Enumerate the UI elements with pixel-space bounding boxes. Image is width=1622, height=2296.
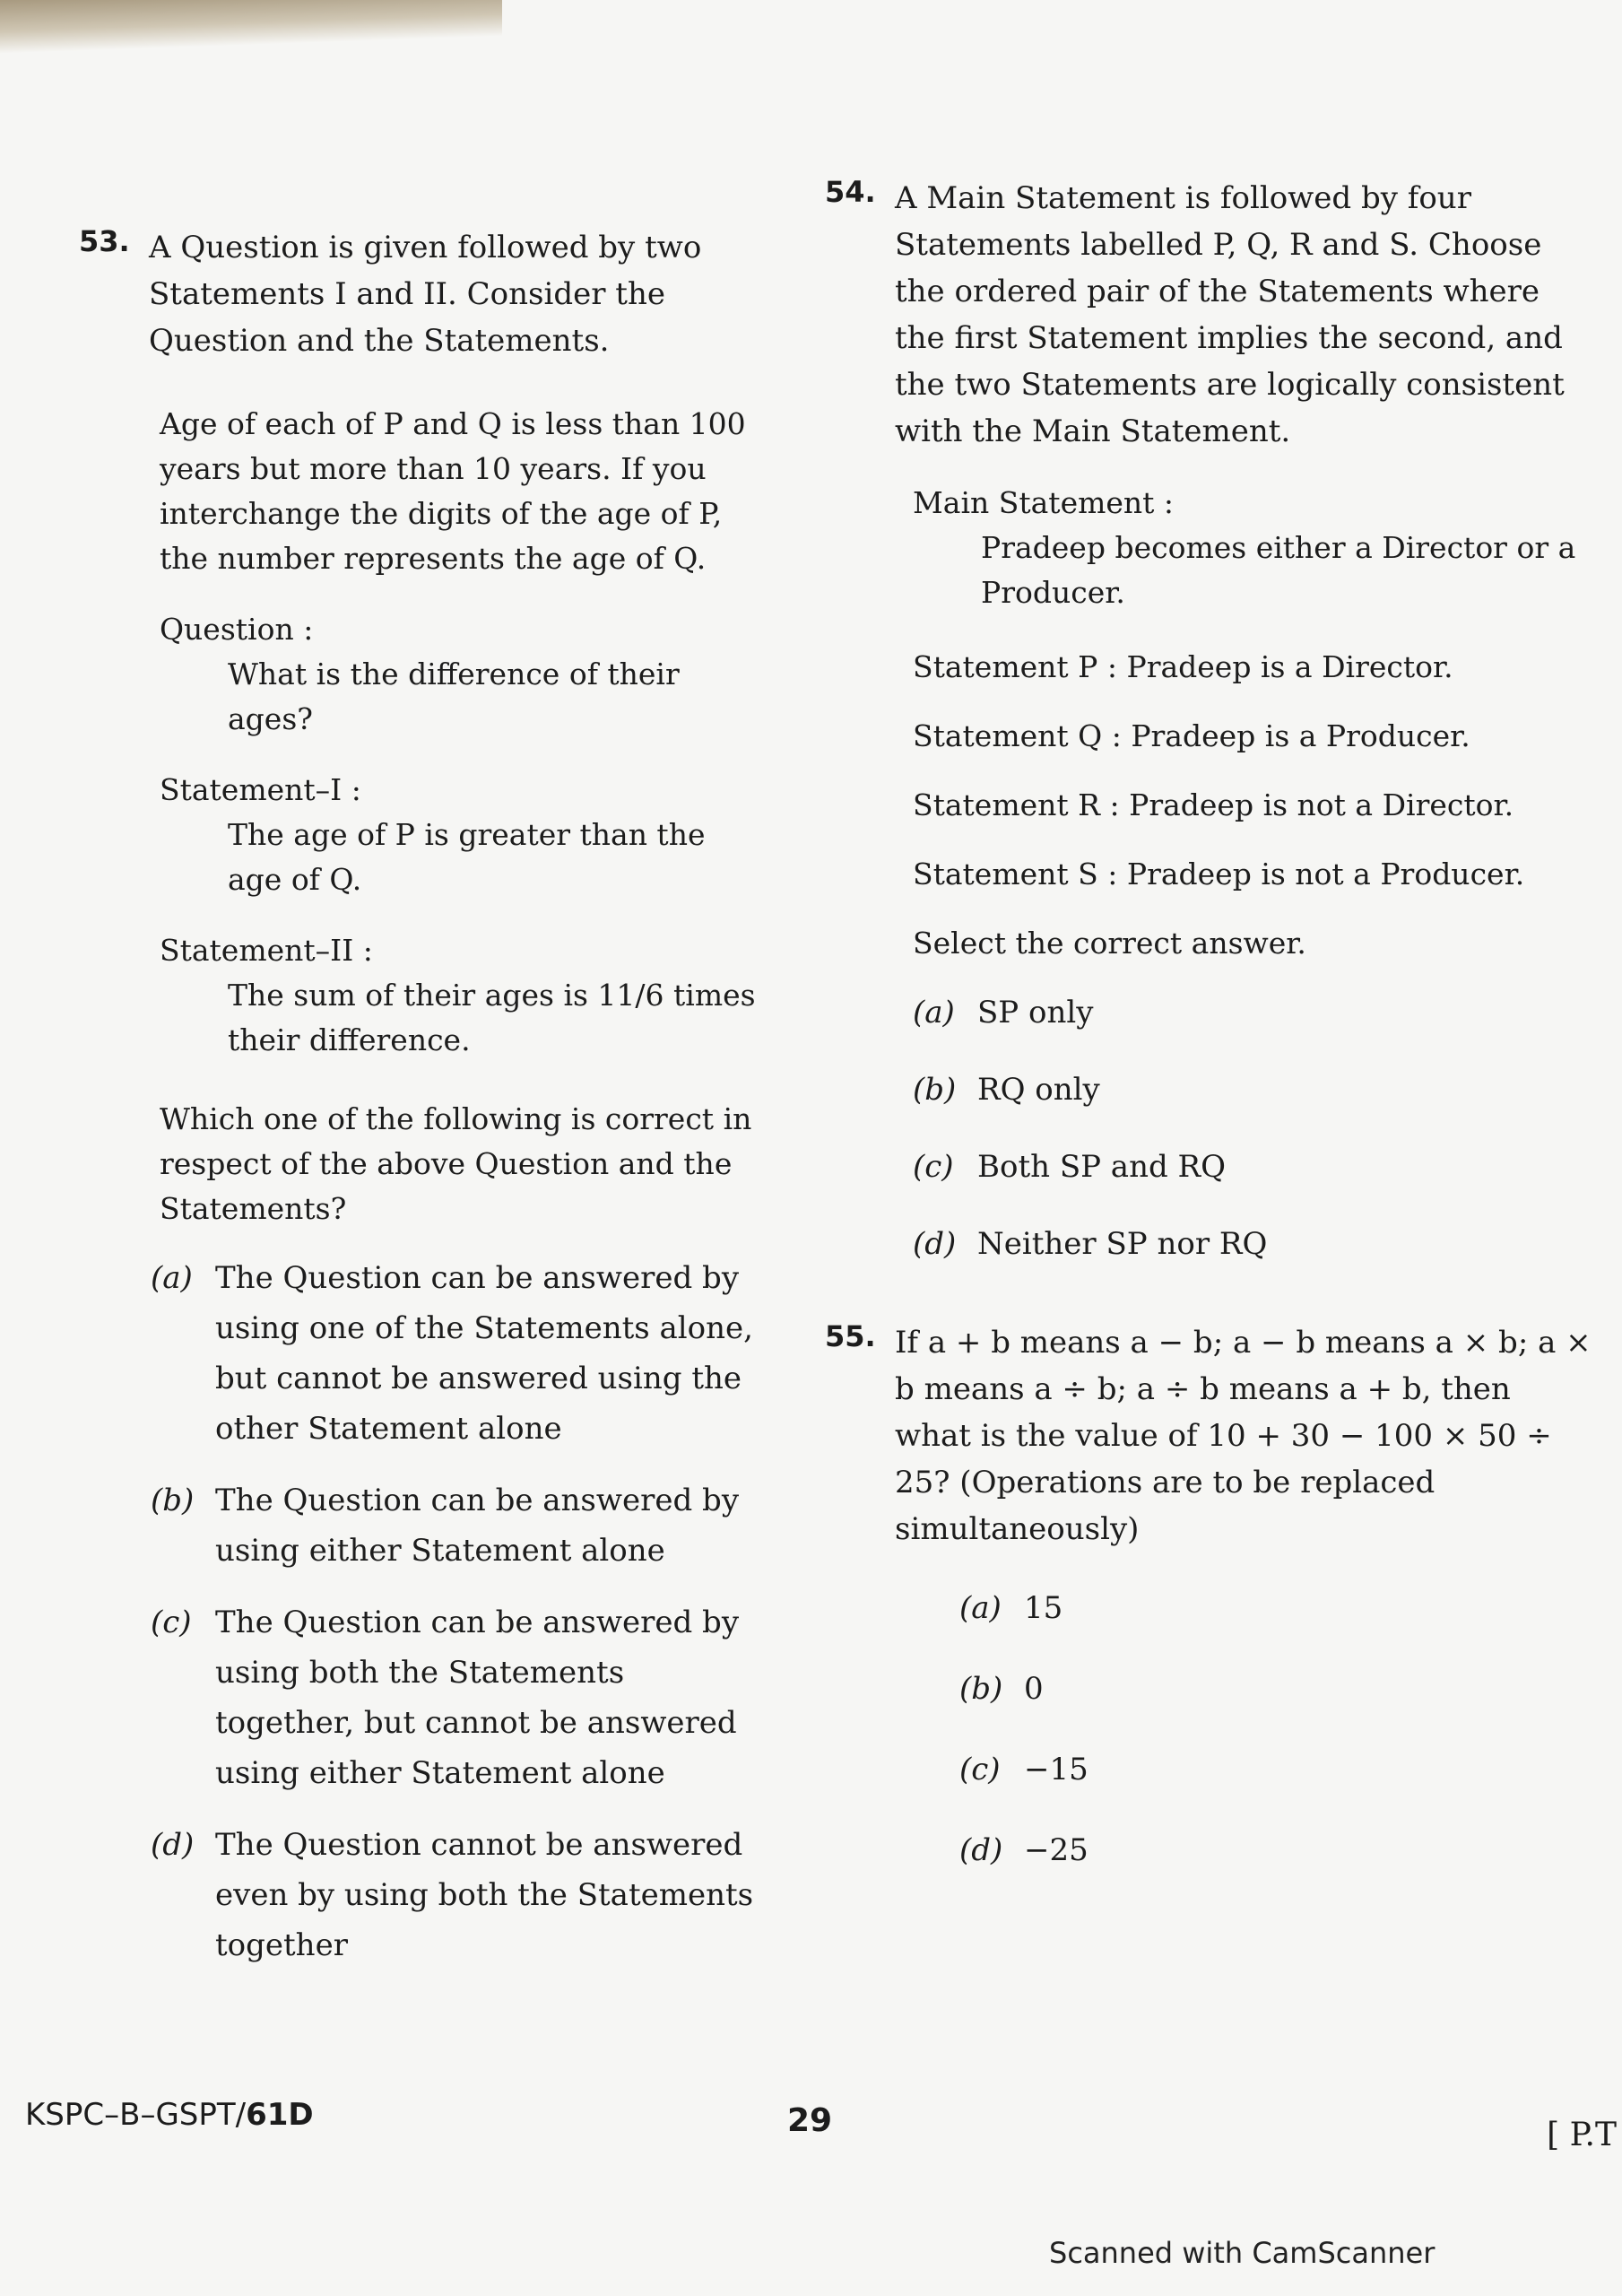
option-label: (d): [959, 1832, 1003, 1868]
q53-prompt: Which one of the following is correct in respect of the above Question and the Statements?: [160, 1101, 752, 1226]
q53-statement-2-label: Statement–II :: [160, 933, 373, 968]
statement-text: Pradeep is a Producer.: [1131, 718, 1470, 753]
q54-statement-q: [913, 718, 1596, 753]
option-text: The Question can be answered by using either Statement alone: [215, 1483, 740, 1569]
option-label: (b): [959, 1671, 1003, 1707]
option-label: (d): [913, 1226, 957, 1262]
q54-statement-r: [913, 787, 1596, 822]
question-53: [79, 224, 760, 1970]
option-label: (b): [151, 1483, 195, 1518]
option-label: (c): [913, 1149, 954, 1185]
q53-intro: A Question is given followed by two Statements I and II. Consider the Question and the Statements.: [149, 230, 702, 359]
option-label: (a): [959, 1590, 1002, 1626]
q55-text: If a + b means a − b; a − b means a × b; a × b means a ÷ b; a ÷ b means a + b, then what is the value of 10 + 30 − 100 × 50 ÷ 25? (Operations are to be replaced simultaneously): [895, 1325, 1592, 1547]
q55-option-c[interactable]: [959, 1744, 1596, 1795]
scanner-watermark: Scanned with CamScanner: [1049, 2236, 1436, 2270]
option-text: 0: [1024, 1671, 1044, 1707]
q53-statement-2-text: The sum of their ages is 11/6 times their difference.: [228, 978, 756, 1057]
statement-text: Pradeep is a Director.: [1126, 649, 1453, 684]
option-text: The Question cannot be answered even by using both the Statements together: [215, 1827, 754, 1963]
q54-main-text: Pradeep becomes either a Director or a Producer.: [981, 530, 1576, 610]
option-label: (c): [151, 1605, 192, 1640]
paper-code: [25, 2097, 314, 2133]
q54-statement-s: [913, 857, 1596, 891]
option-text: SP only: [977, 995, 1094, 1031]
q54-statement-p: [913, 649, 1596, 684]
option-text: −15: [1024, 1752, 1089, 1787]
q54-main-label: Main Statement :: [913, 485, 1175, 520]
paper-code-prefix: KSPC–B–GSPT/: [25, 2097, 247, 2133]
paper-code-suffix: 61D: [246, 2097, 314, 2133]
option-label: (c): [959, 1752, 1001, 1787]
option-text: Neither SP nor RQ: [977, 1226, 1268, 1262]
q53-question-label: Question :: [160, 612, 314, 647]
question-number: 53.: [79, 224, 130, 258]
option-label: (b): [913, 1072, 957, 1108]
option-label: (a): [913, 995, 955, 1031]
option-text: The Question can be answered by using one of the Statements alone, but cannot be answered using the other Statement alone: [215, 1260, 753, 1447]
q54-header: [825, 175, 1596, 455]
q53-header: [79, 224, 760, 364]
page-edge-shadow: [0, 0, 502, 72]
please-turn-over: [ P.T: [1547, 2117, 1617, 2153]
q55-option-a[interactable]: [959, 1583, 1596, 1633]
question-54: [825, 175, 1596, 1875]
q53-statement-1-text: The age of P is greater than the age of Q.: [228, 817, 706, 897]
statement-text: Pradeep is not a Producer.: [1126, 857, 1525, 891]
option-label: (a): [151, 1260, 193, 1296]
q54-prompt: Select the correct answer.: [913, 926, 1306, 961]
option-text: The Question can be answered by using both the Statements together, but cannot be answered using either Statement alone: [215, 1605, 740, 1791]
q53-option-d[interactable]: [151, 1820, 760, 1970]
page-number: 29: [787, 2102, 833, 2139]
option-text: 15: [1024, 1590, 1063, 1626]
statement-label: Statement Q :: [913, 718, 1122, 753]
question-number: 55.: [825, 1319, 876, 1353]
statement-label: Statement P :: [913, 649, 1117, 684]
statement-label: Statement R :: [913, 787, 1120, 822]
q53-option-c[interactable]: [151, 1597, 760, 1798]
option-text: RQ only: [977, 1072, 1100, 1108]
q54-option-d[interactable]: [913, 1219, 1596, 1269]
question-55: [825, 1319, 1596, 1552]
q55-option-d[interactable]: [959, 1825, 1596, 1875]
q53-premise: Age of each of P and Q is less than 100 years but more than 10 years. If you interchange the digits of the age of P, the number represents the age of Q.: [160, 406, 746, 576]
q53-option-a[interactable]: [151, 1253, 760, 1454]
statement-text: Pradeep is not a Director.: [1129, 787, 1514, 822]
q53-question-text: What is the difference of their ages?: [228, 657, 680, 736]
option-text: Both SP and RQ: [977, 1149, 1227, 1185]
q53-statement-1-label: Statement–I :: [160, 772, 361, 807]
q54-option-a[interactable]: [913, 987, 1596, 1038]
option-text: −25: [1024, 1832, 1089, 1868]
option-label: (d): [151, 1827, 195, 1863]
q53-option-b[interactable]: [151, 1475, 760, 1576]
q54-intro: A Main Statement is followed by four Statements labelled P, Q, R and S. Choose the ordered pair of the Statements where the first Statement implies the second, and the two Statements are logically consistent with the Main Statement.: [895, 180, 1565, 449]
statement-label: Statement S :: [913, 857, 1118, 891]
q54-option-c[interactable]: [913, 1142, 1596, 1192]
q55-option-b[interactable]: [959, 1664, 1596, 1714]
question-number: 54.: [825, 175, 876, 209]
q54-option-b[interactable]: [913, 1065, 1596, 1115]
